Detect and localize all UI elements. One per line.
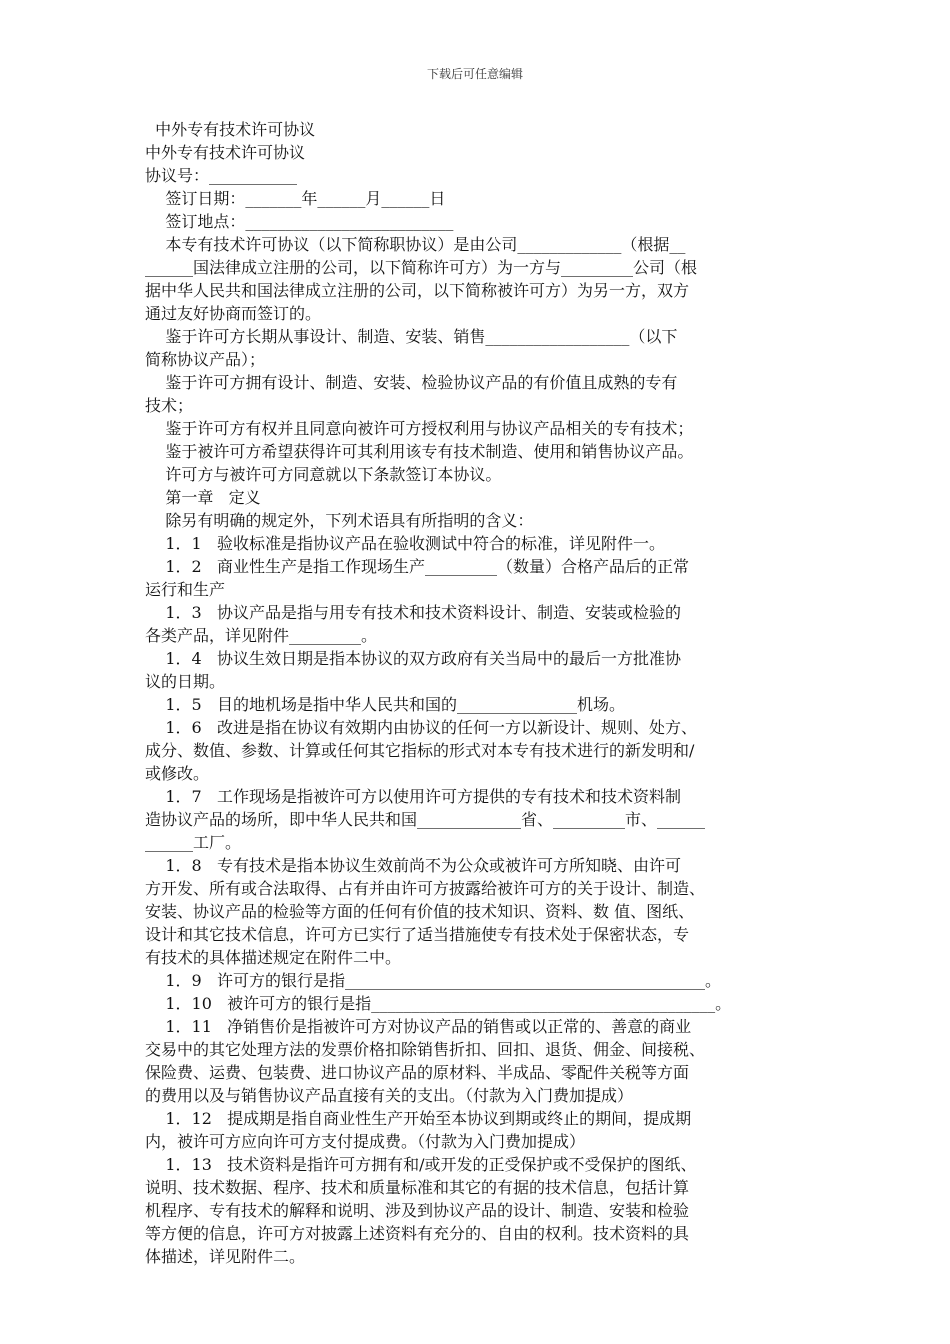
document-line: 第一章 定义 [145, 488, 261, 507]
page-header-note: 下载后可任意编辑 [426, 67, 523, 81]
document-line: 安装、协议产品的检验等方面的任何有价值的技术知识、资料、数 值、图纸、 [145, 902, 695, 921]
document-line: 签订日期：_______年______月______日 [145, 189, 446, 208]
document-line: 据中华人民共和国法律成立注册的公司，以下简称被许可方）为另一方，双方 [145, 281, 690, 300]
document-line: 议的日期。 [145, 672, 226, 691]
document-line: 1．6 改进是指在协议有效期内由协议的任何一方以新设计、规则、处方、 [145, 718, 697, 737]
document-line: ______国法律成立注册的公司，以下简称许可方）为一方与_________公司（根 [145, 258, 698, 277]
document-line: 交易中的其它处理方法的发票价格扣除销售折扣、回扣、退货、佣金、间接税、 [145, 1040, 706, 1059]
document-line: 或修改。 [145, 764, 210, 783]
document-line: 1．7 工作现场是指被许可方以使用许可方提供的专有技术和技术资料制 [145, 787, 681, 806]
document-line: 成分、数值、参数、计算或任何其它指标的形式对本专有技术进行的新发明和/ [145, 741, 695, 760]
document-line: 运行和生产 [145, 580, 226, 599]
document-line: 等方便的信息，许可方对披露上述资料有充分的、自由的权利。技术资料的具 [145, 1224, 690, 1243]
document-line: 1．12 提成期是指自商业性生产开始至本协议到期或终止的期间，提成期 [145, 1109, 692, 1128]
document-line: 有技术的具体描述规定在附件二中。 [145, 948, 402, 967]
document-line: 鉴于许可方长期从事设计、制造、安装、销售__________________（以下 [145, 327, 678, 346]
document-line: 1．10 被许可方的银行是指___________________________________________。 [145, 994, 732, 1013]
document-line: 本专有技术许可协议（以下简称职协议）是由公司_____________（根据__ [145, 235, 686, 254]
document-line: 协议号：___________ [145, 166, 298, 185]
document-line: 设计和其它技术信息，许可方已实行了适当措施使专有技术处于保密状态，专 [145, 925, 690, 944]
document-line: 各类产品，详见附件_________。 [145, 626, 378, 645]
document-line: 1．2 商业性生产是指工作现场生产_________（数量）合格产品后的正常 [145, 557, 689, 576]
document-line: 造协议产品的场所，即中华人民共和国_____________省、_________市、______ [145, 810, 706, 829]
document-line: 体描述，详见附件二。 [145, 1247, 306, 1266]
document-line: 的费用以及与销售协议产品直接有关的支出。（付款为入门费加提成） [145, 1086, 634, 1105]
document-line: 1．1 验收标准是指协议产品在验收测试中符合的标准，详见附件一。 [145, 534, 665, 553]
document-line: 1．11 净销售价是指被许可方对协议产品的销售或以正常的、善意的商业 [145, 1017, 692, 1036]
document-line: 鉴于许可方有权并且同意向被许可方授权利用与协议产品相关的专有技术； [145, 419, 694, 438]
document-line: 方开发、所有或合法取得、占有并由许可方披露给被许可方的关于设计、制造、 [145, 879, 706, 898]
document-line: 简称协议产品）； [145, 350, 266, 369]
document-line: 鉴于被许可方希望获得许可其利用该专有技术制造、使用和销售协议产品。 [145, 442, 694, 461]
document-line: 说明、技术数据、程序、技术和质量标准和其它的有据的技术信息，包括计算 [145, 1178, 690, 1197]
document-line: 1．9 许可方的银行是指_____________________________________________。 [145, 971, 721, 990]
document-line: 1．3 协议产品是指与用专有技术和技术资料设计、制造、安装或检验的 [145, 603, 681, 622]
document-line: 1．8 专有技术是指本协议生效前尚不为公众或被许可方所知晓、由许可 [145, 856, 681, 875]
document-line: 保险费、运费、包装费、进口协议产品的原材料、半成品、零配件关税等方面 [145, 1063, 690, 1082]
document-line: ______工厂。 [145, 833, 242, 852]
document-line: 机程序、专有技术的解释和说明、涉及到协议产品的设计、制造、安装和检验 [145, 1201, 690, 1220]
document-line: 通过友好协商而签订的。 [145, 304, 322, 323]
document-line: 1．13 技术资料是指许可方拥有和/或开发的正受保护或不受保护的图纸、 [145, 1155, 697, 1174]
document-line: 内，被许可方应向许可方支付提成费。（付款为入门费加提成） [145, 1132, 586, 1151]
document-line: 中外专有技术许可协议 [145, 120, 316, 139]
document-body [145, 118, 800, 1268]
document-line: 签订地点：__________________________ [145, 212, 454, 231]
document-line: 中外专有技术许可协议 [145, 143, 306, 162]
document-line: 除另有明确的规定外，下列术语具有所指明的含义： [145, 511, 534, 530]
document-line: 1．5 目的地机场是指中华人民共和国的_______________机场。 [145, 695, 625, 714]
document-line: 技术； [145, 396, 194, 415]
document-line: 1．4 协议生效日期是指本协议的双方政府有关当局中的最后一方批准协 [145, 649, 681, 668]
document-line: 许可方与被许可方同意就以下条款签订本协议。 [145, 465, 502, 484]
document-line: 鉴于许可方拥有设计、制造、安装、检验协议产品的有价值且成熟的专有 [145, 373, 678, 392]
